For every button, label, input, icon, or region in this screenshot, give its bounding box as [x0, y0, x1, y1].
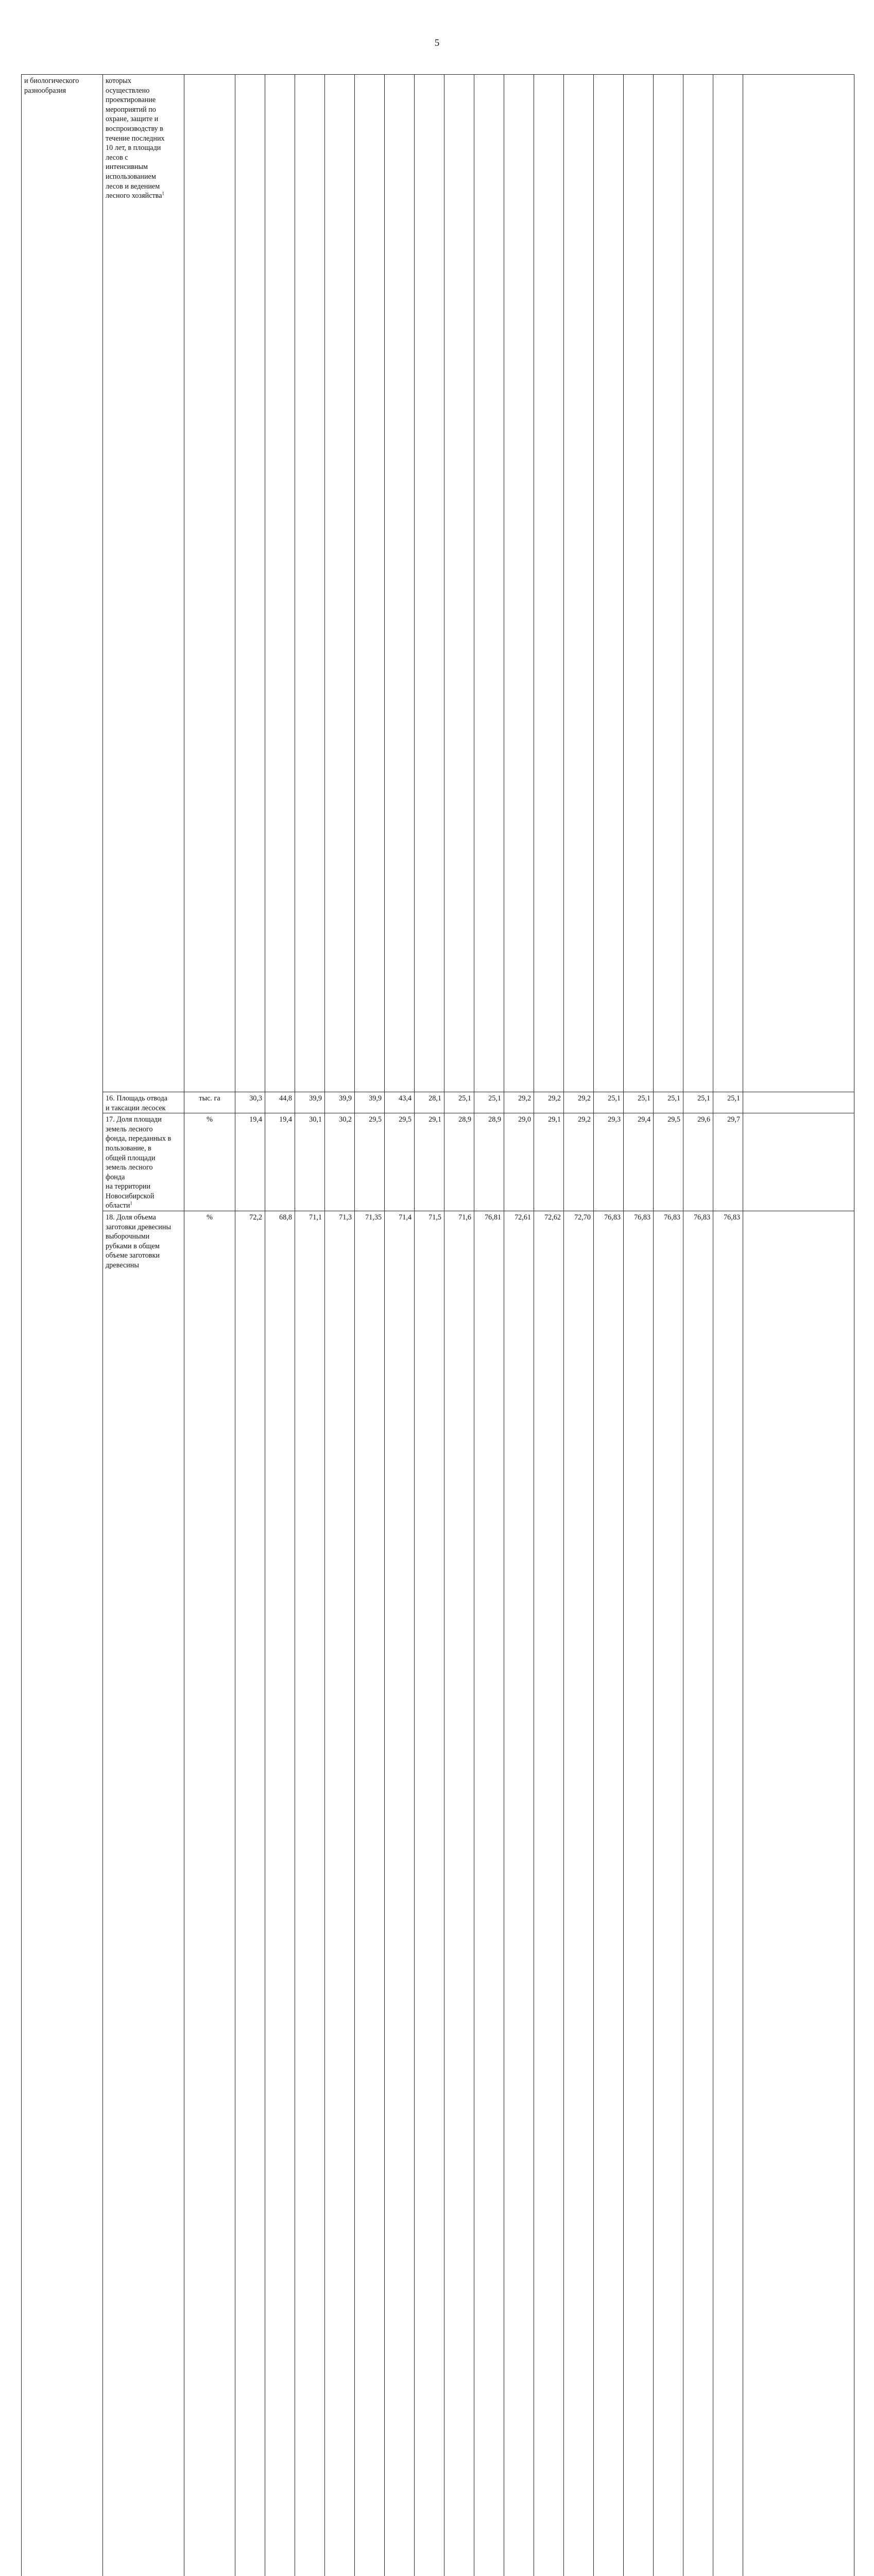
value-cell: 29,2: [534, 1092, 564, 1113]
value-cell: 72,61: [504, 1211, 534, 2576]
value-cell: 29,2: [564, 1113, 594, 1211]
value-cell: 25,1: [594, 1092, 624, 1113]
value-cell: 29,1: [415, 1113, 444, 1211]
value-cell: 29,2: [504, 1092, 534, 1113]
value-cell: 76,83: [624, 1211, 654, 2576]
indicator-text: 17. Доля площади земель лесного фонда, переданных в пользование, в общей площади земель лесного фонда на территории Новосибирской области: [106, 1115, 171, 1210]
value-cell: 71,3: [325, 1211, 355, 2576]
indicator-text: 18. Доля объема заготовки древесины выборочными рубками в общем объеме заготовки древесины: [106, 1213, 171, 1269]
page-number: 5: [0, 38, 874, 49]
value-cell: 19,4: [235, 1113, 265, 1211]
value-cell: 28,1: [415, 1092, 444, 1113]
value-cell: 29,0: [504, 1113, 534, 1211]
unit-cell: %: [184, 1211, 235, 2576]
goal-cell: и биологического разнообразия: [22, 75, 103, 2576]
value-cell: 29,2: [564, 1092, 594, 1113]
value-cell: 43,4: [385, 1092, 415, 1113]
value-cell: [683, 75, 713, 1092]
value-cell: 71,6: [444, 1211, 474, 2576]
empty-cell: [743, 1211, 854, 2576]
value-cell: 29,7: [713, 1113, 743, 1211]
unit-cell: %: [184, 1113, 235, 1211]
value-cell: 68,8: [265, 1211, 295, 2576]
value-cell: 29,5: [654, 1113, 683, 1211]
value-cell: 39,9: [355, 1092, 385, 1113]
value-cell: [564, 75, 594, 1092]
value-cell: [594, 75, 624, 1092]
value-cell: [415, 75, 444, 1092]
value-cell: [355, 75, 385, 1092]
value-cell: 29,6: [683, 1113, 713, 1211]
value-cell: 30,2: [325, 1113, 355, 1211]
unit-cell: [184, 75, 235, 1092]
value-cell: 76,81: [474, 1211, 504, 2576]
value-cell: 29,5: [355, 1113, 385, 1211]
value-cell: 76,83: [683, 1211, 713, 2576]
table-row: [22, 75, 854, 1092]
value-cell: [654, 75, 683, 1092]
value-cell: 71,35: [355, 1211, 385, 2576]
footnote-mark: 1: [130, 1201, 132, 1206]
value-cell: 39,9: [325, 1092, 355, 1113]
empty-cell: [743, 1113, 854, 1211]
value-cell: 71,1: [295, 1211, 325, 2576]
value-cell: 76,83: [654, 1211, 683, 2576]
value-cell: 44,8: [265, 1092, 295, 1113]
indicators-table: [21, 74, 854, 2576]
value-cell: 25,1: [624, 1092, 654, 1113]
value-cell: 29,1: [534, 1113, 564, 1211]
unit-cell: тыс. га: [184, 1092, 235, 1113]
value-cell: 25,1: [654, 1092, 683, 1113]
value-cell: 25,1: [713, 1092, 743, 1113]
value-cell: [474, 75, 504, 1092]
empty-cell: [743, 75, 854, 1092]
value-cell: 28,9: [474, 1113, 504, 1211]
value-cell: 71,4: [385, 1211, 415, 2576]
value-cell: 30,3: [235, 1092, 265, 1113]
value-cell: 72,62: [534, 1211, 564, 2576]
value-cell: 29,3: [594, 1113, 624, 1211]
table-row: [22, 1211, 854, 2576]
value-cell: 28,9: [444, 1113, 474, 1211]
indicator-cell: [103, 75, 184, 1092]
value-cell: 76,83: [713, 1211, 743, 2576]
value-cell: 76,83: [594, 1211, 624, 2576]
value-cell: 29,5: [385, 1113, 415, 1211]
table-body: [22, 75, 854, 2576]
value-cell: 30,1: [295, 1113, 325, 1211]
value-cell: 72,70: [564, 1211, 594, 2576]
value-cell: 29,4: [624, 1113, 654, 1211]
value-cell: [504, 75, 534, 1092]
value-cell: 19,4: [265, 1113, 295, 1211]
value-cell: [385, 75, 415, 1092]
value-cell: 72,2: [235, 1211, 265, 2576]
indicator-text: 16. Площадь отвода и таксации лесосек: [106, 1094, 167, 1112]
indicator-text: которых осуществлено проектирование мероприятий по охране, защите и воспроизводству в течение последних 10 лет, в площади лесов с интенсивным использованием лесов и ведением лесного хозяйства: [106, 77, 165, 200]
table-row: [22, 1092, 854, 1113]
value-cell: [624, 75, 654, 1092]
indicator-cell: [103, 1211, 184, 2576]
value-cell: 25,1: [474, 1092, 504, 1113]
value-cell: [295, 75, 325, 1092]
value-cell: 25,1: [444, 1092, 474, 1113]
value-cell: 25,1: [683, 1092, 713, 1113]
value-cell: [534, 75, 564, 1092]
footnote-mark: 1: [162, 191, 165, 196]
indicator-cell: [103, 1092, 184, 1113]
value-cell: [713, 75, 743, 1092]
empty-cell: [743, 1092, 854, 1113]
indicator-cell: [103, 1113, 184, 1211]
value-cell: [265, 75, 295, 1092]
value-cell: [444, 75, 474, 1092]
value-cell: [325, 75, 355, 1092]
value-cell: 71,5: [415, 1211, 444, 2576]
value-cell: 39,9: [295, 1092, 325, 1113]
value-cell: [235, 75, 265, 1092]
table-row: [22, 1113, 854, 1211]
